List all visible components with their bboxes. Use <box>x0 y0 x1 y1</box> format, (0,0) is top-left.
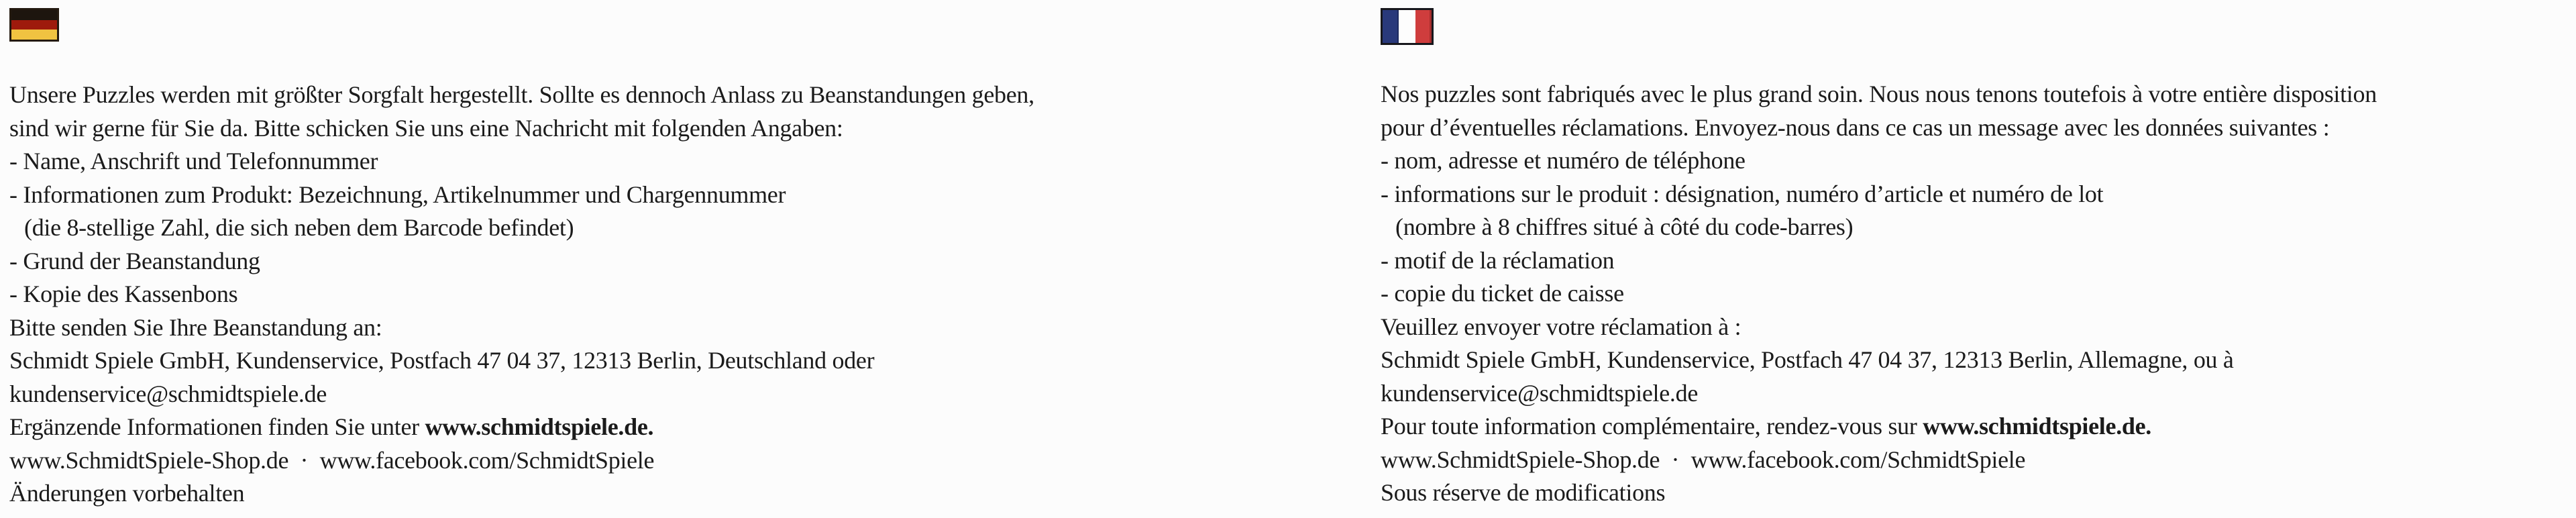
french-section <box>1381 8 2575 510</box>
de-send-to-line: Bitte senden Sie Ihre Beanstandung an: <box>9 313 382 341</box>
fr-bullet-receipt-copy: - copie du ticket de caisse <box>1381 280 1624 307</box>
fr-product-info-note: (nombre à 8 chiffres situé à côté du code-barres) <box>1395 213 1854 240</box>
de-website-url: www.schmidtspiele.de. <box>425 413 654 440</box>
fr-bullet-complaint-reason: - motif de la réclamation <box>1381 246 1615 274</box>
germany-flag-icon <box>9 8 59 42</box>
de-product-info-note: (die 8-stellige Zahl, die sich neben dem Barcode befindet) <box>24 214 574 241</box>
fr-bullet-product-info: - informations sur le produit : désignation, numéro d’article et numéro de lot <box>1381 180 2104 207</box>
de-intro-line-2: sind wir gerne für Sie da. Bitte schicken Sie uns eine Nachricht mit folgenden Angaben: <box>9 114 843 142</box>
fr-send-to-line: Veuillez envoyer votre réclamation à : <box>1381 313 1741 340</box>
de-bullet-complaint-reason: - Grund der Beanstandung <box>9 247 260 274</box>
germany-flag-black-stripe <box>11 10 57 20</box>
germany-flag-gold-stripe <box>11 30 57 40</box>
french-text-block <box>1381 78 2575 510</box>
fr-postal-address: Schmidt Spiele GmbH, Kundenservice, Postfach 47 04 37, 12313 Berlin, Allemagne, ou à <box>1381 346 2234 373</box>
de-postal-address: Schmidt Spiele GmbH, Kundenservice, Postfach 47 04 37, 12313 Berlin, Deutschland oder <box>9 347 875 374</box>
fr-shop-facebook-urls: www.SchmidtSpiele-Shop.de · www.facebook.com/SchmidtSpiele <box>1381 446 2026 473</box>
fr-website-url: www.schmidtspiele.de. <box>1923 413 2151 439</box>
german-text-block <box>9 79 1297 511</box>
fr-more-info-line <box>1381 410 2575 444</box>
de-bullet-receipt-copy: - Kopie des Kassenbons <box>9 280 238 307</box>
france-flag-red-stripe <box>1415 10 1432 43</box>
de-bullet-name-address: - Name, Anschrift und Telefonnummer <box>9 148 378 174</box>
france-flag-blue-stripe <box>1383 10 1399 43</box>
france-flag-white-stripe <box>1399 10 1415 43</box>
france-flag-icon <box>1381 8 1434 45</box>
de-email-address: kundenservice@schmidtspiele.de <box>9 380 327 407</box>
de-intro-line-1: Unsere Puzzles werden mit größter Sorgfalt hergestellt. Sollte es dennoch Anlass zu Beanstandungen geben, <box>9 81 1034 108</box>
german-section <box>9 8 1297 511</box>
fr-email-address: kundenservice@schmidtspiele.de <box>1381 379 1699 407</box>
fr-intro-line-2: pour d’éventuelles réclamations. Envoyez-nous dans ce cas un message avec les données suivantes : <box>1381 113 2330 141</box>
de-more-info-line <box>9 411 1297 444</box>
fr-more-info-text: Pour toute information complémentaire, rendez-vous sur <box>1381 413 1923 439</box>
fr-changes-reserved-line: Sous réserve de modifications <box>1381 479 1666 506</box>
de-more-info-text: Ergänzende Informationen finden Sie unter <box>9 413 425 440</box>
fr-bullet-name-address: - nom, adresse et numéro de téléphone <box>1381 147 1746 174</box>
fr-intro-line-1: Nos puzzles sont fabriqués avec le plus grand soin. Nous nous tenons toutefois à votre entière disposition <box>1381 81 2377 107</box>
de-changes-reserved-line: Änderungen vorbehalten <box>9 480 245 507</box>
de-bullet-product-info: - Informationen zum Produkt: Bezeichnung, Artikelnummer und Chargennummer <box>9 180 786 208</box>
germany-flag-red-stripe <box>11 20 57 30</box>
de-shop-facebook-urls: www.SchmidtSpiele-Shop.de · www.facebook.com/SchmidtSpiele <box>9 446 655 474</box>
